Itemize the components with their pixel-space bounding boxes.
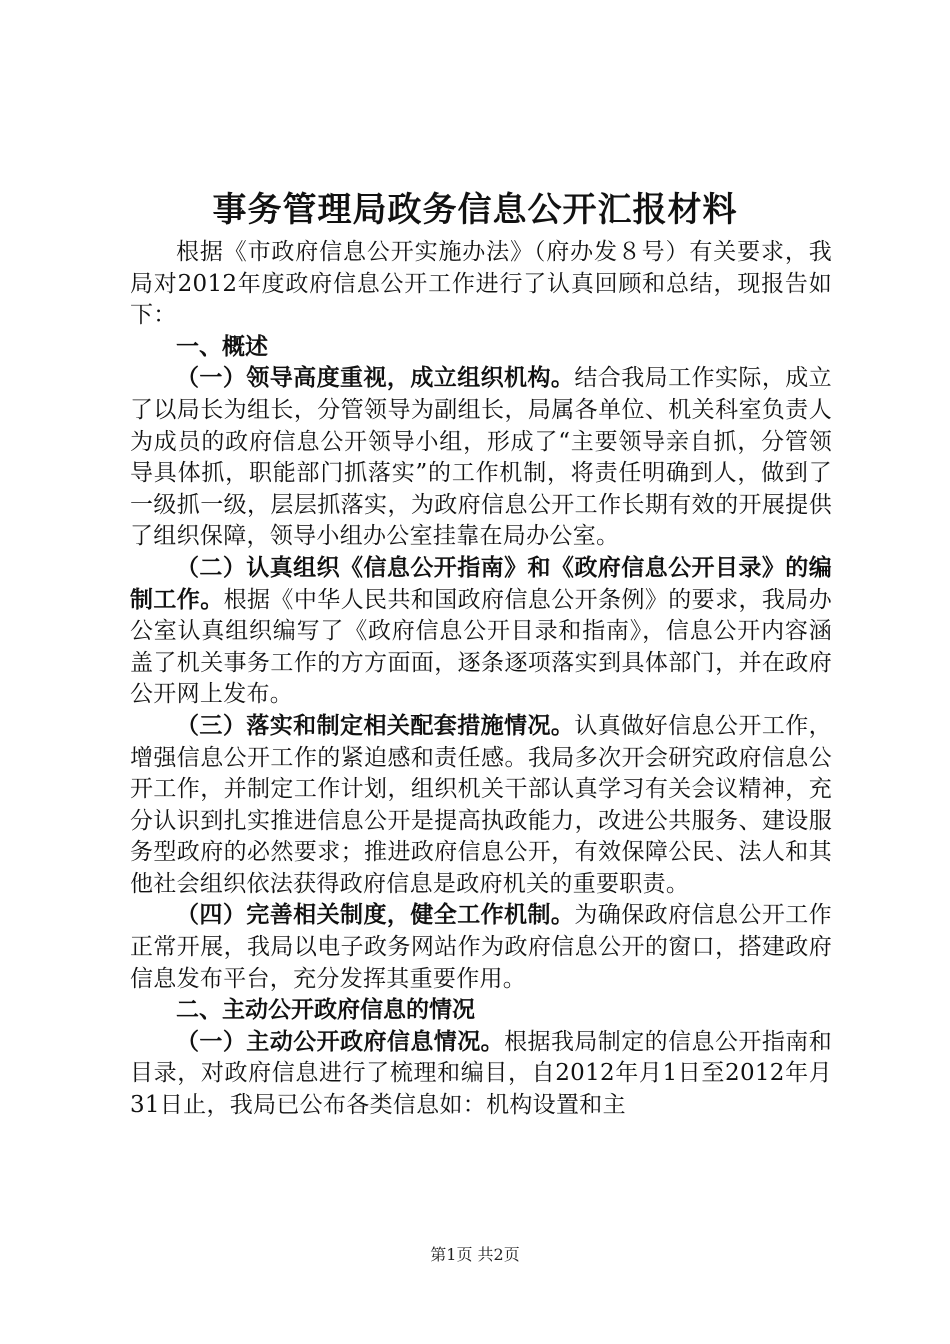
paragraph-2-1 xyxy=(130,1027,832,1122)
paragraph-lead: （一）主动公开政府信息情况。 xyxy=(176,1028,505,1055)
paragraph-1-2 xyxy=(130,553,832,711)
paragraph-lead: （二）认真组织《信息公开指南》和《政府信息公开目录》的编制工作。 xyxy=(130,554,832,613)
paragraph-text: 结合我局工作实际，成立了以局长为组长，分管领导为副组长，局属各单位、机关科室负责人为成员的政府信息公开领导小组，形成了“主要领导亲自抓，分管领导具体抓，职能部门抓落实”的工作机制，将责任明确到人，做到了一级抓一级，层层抓落实，为政府信息公开工作长期有效的开展提供了组织保障，领导小组办公室挂靠在局办公室。 xyxy=(130,365,832,550)
document-body xyxy=(130,237,832,1122)
paragraph-text: 为确保政府信息公开工作正常开展，我局以电子政务网站作为政府信息公开的窗口，搭建政府信息发布平台，充分发挥其重要作用。 xyxy=(130,902,832,992)
page-footer-number: 第1页 共2页 xyxy=(430,1245,520,1264)
paragraph-lead: （三）落实和制定相关配套措施情况。 xyxy=(176,712,575,739)
paragraph-1-3 xyxy=(130,711,832,901)
section-heading-overview: 一、概述 xyxy=(176,333,268,360)
section-heading-public-info: 二、主动公开政府信息的情况 xyxy=(176,997,475,1024)
paragraph-1-1 xyxy=(130,363,832,553)
paragraph-1-4 xyxy=(130,900,832,995)
paragraph-text: 根据《中华人民共和国政府信息公开条例》的要求，我局办公室认真组织编写了《政府信息公开目录和指南》，信息公开内容涵盖了机关事务工作的方方面面，逐条逐项落实到具体部门，并在政府公开网上发布。 xyxy=(130,586,832,708)
paragraph-text: 根据我局制定的信息公开指南和目录，对政府信息进行了梳理和编目，自2012年月1日至2012年月31日止，我局已公布各类信息如：机构设置和主 xyxy=(130,1028,833,1119)
paragraph-lead: （四）完善相关制度，健全工作机制。 xyxy=(176,902,575,929)
intro-paragraph: 根据《市政府信息公开实施办法》（府办发８号）有关要求，我局对2012年度政府信息公开工作进行了认真回顾和总结，现报告如下： xyxy=(130,239,832,329)
document-title: 事务管理局政务信息公开汇报材料 xyxy=(212,190,738,230)
paragraph-text: 认真做好信息公开工作，增强信息公开工作的紧迫感和责任感。我局多次开会研究政府信息公开工作，并制定工作计划，组织机关干部认真学习有关会议精神，充分认识到扎实推进信息公开是提高执政能力，改进公共服务、建设服务型政府的必然要求；推进政府信息公开，有效保障公民、法人和其他社会组织依法获得政府信息是政府机关的重要职责。 xyxy=(130,712,832,897)
paragraph-lead: （一）领导高度重视，成立组织机构。 xyxy=(176,365,575,392)
